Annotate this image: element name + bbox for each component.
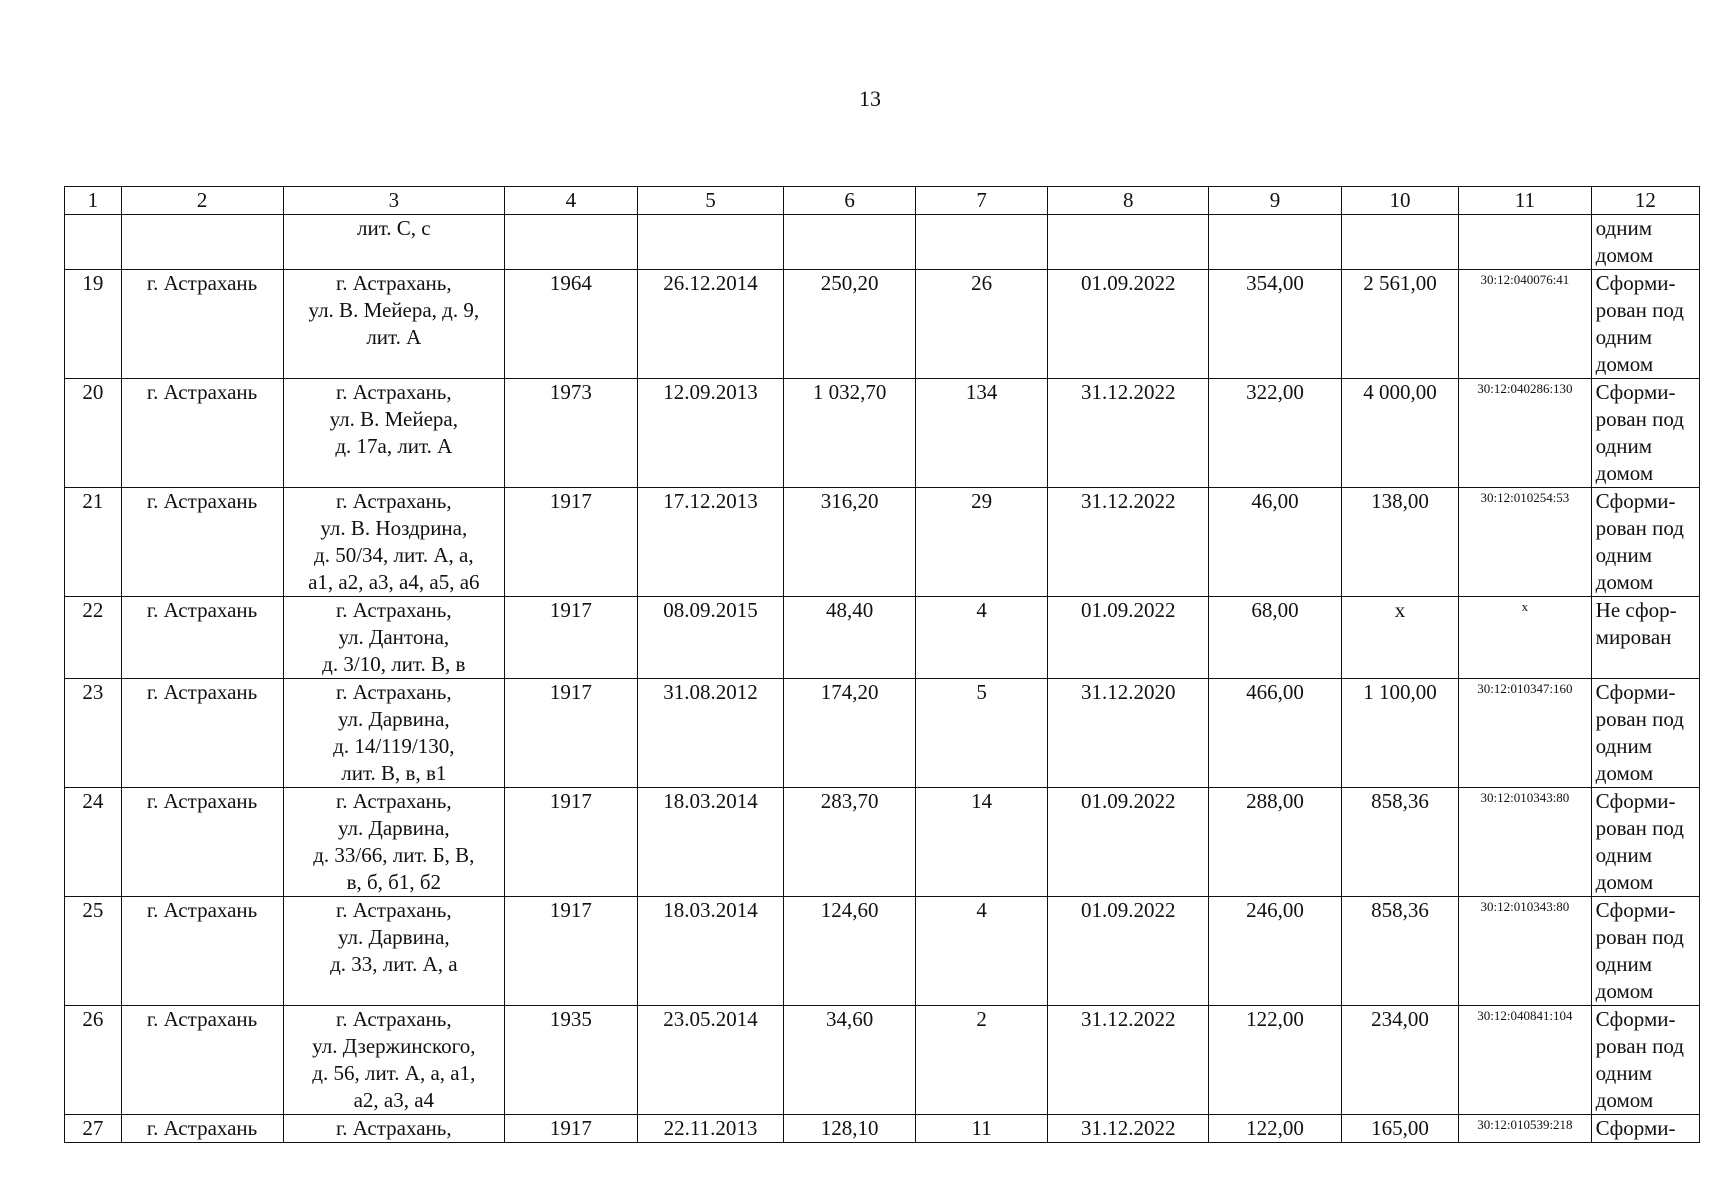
city-text: г. Астрахань [146,489,258,513]
value-col10-cell [1341,379,1458,488]
address-line: д. 56, лит. А, а, а1, [312,1061,476,1085]
area-cell [784,488,916,597]
city-cell [121,1006,283,1115]
value-col9-text: 466,00 [1246,680,1304,704]
land-status-line: Сформи- [1595,380,1676,404]
land-status-cell [1591,270,1699,379]
year-cell [505,679,638,788]
deadline-date-text: 01.09.2022 [1081,898,1176,922]
address-line: д. 50/34, лит. А, а, [314,543,474,567]
count-text: 4 [976,898,987,922]
city-text: г. Астрахань [146,380,258,404]
land-status-cell [1591,897,1699,1006]
count-cell [915,1115,1048,1143]
year-cell [505,1006,638,1115]
deadline-date-cell [1048,679,1209,788]
row-number-cell [65,788,122,897]
city-text: г. Астрахань [146,789,258,813]
column-number-cell: 7 [915,187,1048,215]
address-cell [283,597,505,679]
area-cell [784,1115,916,1143]
date-text: 08.09.2015 [663,598,758,622]
address-line: ул. В. Ноздрина, [320,516,468,540]
value-col9-text: 122,00 [1246,1116,1304,1140]
count-text: 4 [976,598,987,622]
value-col9-text: 288,00 [1246,789,1304,813]
land-status-line: домом [1595,461,1654,485]
address-cell [283,897,505,1006]
cadastral-number-cell [1459,1006,1592,1115]
column-number-cell: 3 [283,187,505,215]
table-row [65,1006,1700,1115]
value-col10-text: 2 561,00 [1363,271,1437,295]
year-text: 1917 [549,489,592,513]
year-text: 1917 [549,1116,592,1140]
deadline-date-text: 31.12.2022 [1081,489,1176,513]
deadline-date-cell [1048,1115,1209,1143]
address-line: в, б, б1, б2 [346,870,442,894]
count-text: 11 [971,1116,992,1140]
cadastral-number-cell [1459,1115,1592,1143]
address-line: ул. Дантона, [338,625,450,649]
column-number-cell: 8 [1048,187,1209,215]
land-status-cell [1591,679,1699,788]
address-line: д. 14/119/130, [333,734,455,758]
year-text: 1935 [549,1007,592,1031]
deadline-date-text: 31.12.2020 [1081,680,1176,704]
land-status-cell [1591,488,1699,597]
year-cell [505,270,638,379]
column-number-row [65,187,1700,215]
land-status-line: домом [1595,870,1654,894]
cadastral-number-cell [1459,270,1592,379]
land-status-line: Сформи- [1595,789,1676,813]
column-number-cell: 2 [121,187,283,215]
address-line: г. Астрахань, [336,598,452,622]
value-col10-cell [1341,488,1458,597]
land-status-line: Сформи- [1595,271,1676,295]
date-cell [637,679,784,788]
address-cell [283,679,505,788]
value-col10-text: х [1394,598,1406,622]
date-text: 22.11.2013 [663,1116,758,1140]
address-line: д. 33/66, лит. Б, В, [313,843,475,867]
page-number: 13 [859,86,881,111]
value-col9-cell [1209,597,1342,679]
date-cell [637,788,784,897]
date-cell [637,379,784,488]
date-text: 12.09.2013 [663,380,758,404]
value-col10-cell [1341,897,1458,1006]
count-cell [915,597,1048,679]
value-col9-text: 322,00 [1246,380,1304,404]
area-text: 250,20 [820,271,879,295]
land-status-line: домом [1595,352,1654,376]
value-col9-cell [1209,270,1342,379]
land-status-line: Сформи- [1595,680,1676,704]
land-status-line: одним [1595,434,1653,458]
deadline-date-text: 01.09.2022 [1081,271,1176,295]
city-cell [121,379,283,488]
land-status-line: одним [1595,325,1653,349]
row-number-text: 20 [82,380,104,404]
land-status-line: домом [1595,979,1654,1003]
land-status-line: Сформи- [1595,489,1676,513]
year-text: 1917 [549,680,592,704]
address-line: г. Астрахань, [336,789,452,813]
deadline-date-text: 01.09.2022 [1081,789,1176,813]
area-text: 174,20 [820,680,879,704]
land-status-line: одним [1595,543,1653,567]
land-status-line: рован под [1595,707,1684,731]
year-cell [505,788,638,897]
table-row [65,488,1700,597]
address-line: ул. Дарвина, [337,925,450,949]
year-text: 1973 [549,380,592,404]
year-text: 1917 [549,898,592,922]
address-line: лит. С, с [356,216,431,240]
value-col9-cell [1209,488,1342,597]
year-cell [505,215,638,270]
value-col9-text: 122,00 [1246,1007,1304,1031]
city-text: г. Астрахань [146,271,258,295]
date-cell [637,270,784,379]
date-text: 26.12.2014 [663,271,758,295]
address-cell [283,379,505,488]
year-cell [505,1115,638,1143]
land-status-line: рован под [1595,1034,1684,1058]
address-line: д. 3/10, лит. В, в [322,652,466,676]
area-cell [784,597,916,679]
value-col9-cell [1209,1115,1342,1143]
date-cell [637,1115,784,1143]
address-line: ул. В. Мейера, [329,407,459,431]
city-cell [121,788,283,897]
city-cell [121,679,283,788]
value-col9-cell [1209,379,1342,488]
value-col10-cell [1341,597,1458,679]
column-number-cell: 4 [505,187,638,215]
value-col9-text: 46,00 [1251,489,1299,513]
land-status-line: рован под [1595,516,1684,540]
deadline-date-text: 31.12.2022 [1081,1116,1176,1140]
land-status-line: Сформи- [1595,1007,1676,1031]
address-cell [283,488,505,597]
count-cell [915,215,1048,270]
land-status-line: домом [1595,570,1654,594]
land-status-line: одним [1595,216,1653,240]
address-line: ул. В. Мейера, д. 9, [308,298,480,322]
count-text: 26 [971,271,993,295]
city-cell [121,1115,283,1143]
count-text: 29 [971,489,993,513]
count-cell [915,679,1048,788]
row-number-text: 26 [82,1007,104,1031]
column-number-cell: 1 [65,187,122,215]
city-text: г. Астрахань [146,1116,258,1140]
row-number-text: 21 [82,489,104,513]
cadastral-number-cell [1459,488,1592,597]
date-cell [637,488,784,597]
city-text: г. Астрахань [146,680,258,704]
table-row [65,1115,1700,1143]
row-number-cell [65,488,122,597]
area-cell [784,897,916,1006]
value-col9-cell [1209,897,1342,1006]
land-status-line: мирован [1595,625,1672,649]
land-status-line: рован под [1595,816,1684,840]
land-status-cell [1591,597,1699,679]
land-status-line: домом [1595,243,1654,267]
value-col10-cell [1341,1115,1458,1143]
year-text: 1917 [549,598,592,622]
address-cell [283,270,505,379]
table-row [65,679,1700,788]
area-text: 34,60 [825,1007,874,1031]
area-text: 124,60 [820,898,879,922]
city-text: г. Астрахань [146,898,258,922]
cadastral-number-cell [1459,679,1592,788]
table-row [65,379,1700,488]
year-cell [505,488,638,597]
address-line: г. Астрахань, [336,489,452,513]
year-cell [505,897,638,1006]
address-line: а1, а2, а3, а4, а5, а6 [308,570,480,594]
address-line: лит. В, в, в1 [341,761,447,785]
value-col9-cell [1209,1006,1342,1115]
cadastral-number-cell [1459,597,1592,679]
deadline-date-text: 31.12.2022 [1081,380,1176,404]
city-cell [121,270,283,379]
date-cell [637,1006,784,1115]
row-number-text: 22 [82,598,104,622]
table-body [65,187,1700,1143]
table-row [65,215,1700,270]
cadastral-number-cell [1459,788,1592,897]
address-line: а2, а3, а4 [353,1088,435,1112]
address-line: г. Астрахань, [336,380,452,404]
count-cell [915,379,1048,488]
cadastral-number-text: 30:12:010343:80 [1480,899,1570,914]
deadline-date-cell [1048,788,1209,897]
land-status-cell [1591,1115,1699,1143]
deadline-date-cell [1048,379,1209,488]
cadastral-number-text: 30:12:010254:53 [1480,490,1570,505]
table-row [65,788,1700,897]
value-col10-cell [1341,1006,1458,1115]
address-line: ул. Дарвина, [337,707,450,731]
land-status-line: рован под [1595,925,1684,949]
value-col10-text: 858,36 [1371,898,1429,922]
column-number-cell: 5 [637,187,784,215]
cadastral-number-cell [1459,379,1592,488]
area-text: 316,20 [820,489,879,513]
address-line: д. 17а, лит. А [335,434,453,458]
area-text: 48,40 [825,598,874,622]
area-text: 283,70 [820,789,879,813]
cadastral-number-text: 30:12:040841:104 [1477,1008,1573,1023]
count-text: 134 [965,380,998,404]
land-status-line: рован под [1595,298,1684,322]
address-cell [283,788,505,897]
row-number-cell [65,379,122,488]
address-line: ул. Дзержинского, [312,1034,476,1058]
year-text: 1964 [549,271,592,295]
column-number-cell: 12 [1591,187,1699,215]
date-text: 18.03.2014 [663,898,758,922]
deadline-date-text: 01.09.2022 [1081,598,1176,622]
row-number-cell [65,1115,122,1143]
count-text: 14 [971,789,993,813]
cadastral-number-text: 30:12:010539:218 [1477,1117,1573,1132]
value-col10-text: 165,00 [1371,1116,1429,1140]
deadline-date-cell [1048,597,1209,679]
area-cell [784,788,916,897]
date-text: 17.12.2013 [663,489,758,513]
row-number-text: 24 [82,789,104,813]
deadline-date-cell [1048,1006,1209,1115]
land-status-line: одним [1595,952,1653,976]
value-col10-text: 858,36 [1371,789,1429,813]
table-row [65,897,1700,1006]
count-text: 5 [976,680,987,704]
value-col9-text: 354,00 [1246,271,1304,295]
deadline-date-text: 31.12.2022 [1081,1007,1176,1031]
date-text: 18.03.2014 [663,789,758,813]
address-line: лит. А [366,325,422,349]
cadastral-number-cell [1459,897,1592,1006]
column-number-cell: 10 [1341,187,1458,215]
date-text: 23.05.2014 [663,1007,758,1031]
land-status-cell [1591,788,1699,897]
value-col10-text: 4 000,00 [1363,380,1437,404]
land-status-cell [1591,215,1699,270]
address-line: г. Астрахань, [336,898,452,922]
cadastral-number-text: х [1521,599,1529,614]
address-cell [283,1006,505,1115]
area-text: 1 032,70 [812,380,887,404]
land-status-line: Не сфор- [1595,598,1677,622]
value-col10-text: 138,00 [1371,489,1429,513]
row-number-text: 23 [82,680,104,704]
date-cell [637,897,784,1006]
address-line: г. Астрахань, [336,271,452,295]
deadline-date-cell [1048,215,1209,270]
date-text: 31.08.2012 [663,680,758,704]
city-cell [121,897,283,1006]
row-number-cell [65,1006,122,1115]
table-row [65,270,1700,379]
address-line: г. Астрахань, [336,1116,452,1140]
address-line: г. Астрахань, [336,1007,452,1031]
count-cell [915,897,1048,1006]
land-status-line: домом [1595,761,1654,785]
row-number-text: 25 [82,898,104,922]
cadastral-number-text: 30:12:040076:41 [1480,272,1570,287]
area-cell [784,270,916,379]
value-col9-cell [1209,679,1342,788]
value-col9-text: 246,00 [1246,898,1304,922]
count-cell [915,270,1048,379]
address-line: г. Астрахань, [336,680,452,704]
row-number-cell [65,215,122,270]
address-line: ул. Дарвина, [337,816,450,840]
cadastral-number-text: 30:12:010347:160 [1477,681,1573,696]
land-status-line: рован под [1595,407,1684,431]
land-status-line: домом [1595,1088,1654,1112]
value-col10-text: 234,00 [1371,1007,1429,1031]
row-number-text: 19 [82,271,104,295]
date-cell [637,215,784,270]
count-cell [915,488,1048,597]
deadline-date-cell [1048,488,1209,597]
cadastral-number-text: 30:12:010343:80 [1480,790,1570,805]
land-status-line: Сформи- [1595,1116,1676,1140]
land-status-cell [1591,1006,1699,1115]
column-number-cell: 9 [1209,187,1342,215]
deadline-date-cell [1048,897,1209,1006]
value-col9-text: 68,00 [1251,598,1299,622]
count-text: 2 [976,1007,987,1031]
cadastral-number-text: 30:12:040286:130 [1477,381,1573,396]
city-text: г. Астрахань [146,1007,258,1031]
area-cell [784,379,916,488]
address-line: д. 33, лит. А, а [330,952,458,976]
cadastral-number-cell [1459,215,1592,270]
city-cell [121,597,283,679]
row-number-cell [65,897,122,1006]
city-text: г. Астрахань [146,598,258,622]
count-cell [915,1006,1048,1115]
city-cell [121,488,283,597]
value-col9-cell [1209,788,1342,897]
land-status-line: одним [1595,734,1653,758]
land-status-line: одним [1595,1061,1653,1085]
value-col10-cell [1341,270,1458,379]
value-col9-cell [1209,215,1342,270]
deadline-date-cell [1048,270,1209,379]
area-cell [784,1006,916,1115]
value-col10-cell [1341,215,1458,270]
row-number-cell [65,597,122,679]
table-row [65,597,1700,679]
value-col10-cell [1341,788,1458,897]
row-number-cell [65,270,122,379]
housing-register-table [64,186,1700,1143]
area-cell [784,679,916,788]
year-text: 1917 [549,789,592,813]
date-cell [637,597,784,679]
value-col10-cell [1341,679,1458,788]
area-text: 128,10 [820,1116,879,1140]
land-status-line: Сформи- [1595,898,1676,922]
land-status-line: одним [1595,843,1653,867]
address-cell [283,215,505,270]
year-cell [505,597,638,679]
column-number-cell: 6 [784,187,916,215]
year-cell [505,379,638,488]
column-number-cell: 11 [1459,187,1592,215]
count-cell [915,788,1048,897]
city-cell [121,215,283,270]
area-cell [784,215,916,270]
value-col10-text: 1 100,00 [1363,680,1437,704]
address-cell [283,1115,505,1143]
land-status-cell [1591,379,1699,488]
row-number-cell [65,679,122,788]
row-number-text: 27 [82,1116,104,1140]
